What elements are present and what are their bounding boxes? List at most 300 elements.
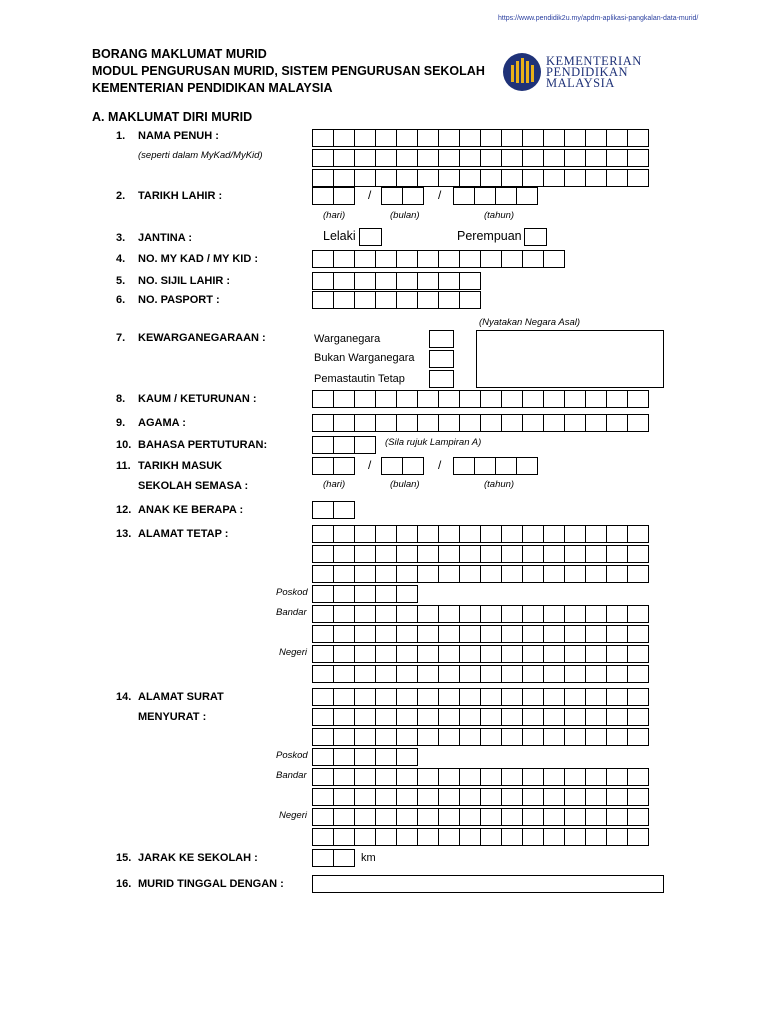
char-cell[interactable] xyxy=(453,187,475,205)
char-cell[interactable] xyxy=(312,808,334,826)
char-cell[interactable] xyxy=(396,625,418,643)
char-cell[interactable] xyxy=(480,250,502,268)
char-cell[interactable] xyxy=(459,129,481,147)
char-cell[interactable] xyxy=(354,390,376,408)
char-cell[interactable] xyxy=(606,625,628,643)
char-cell[interactable] xyxy=(333,708,355,726)
char-cell[interactable] xyxy=(375,291,397,309)
entry-day-input[interactable] xyxy=(312,457,355,475)
char-cell[interactable] xyxy=(333,457,355,475)
char-cell[interactable] xyxy=(312,436,334,454)
char-cell[interactable] xyxy=(627,545,649,563)
char-cell[interactable] xyxy=(585,808,607,826)
char-cell[interactable] xyxy=(522,565,544,583)
char-cell[interactable] xyxy=(438,728,460,746)
char-cell[interactable] xyxy=(354,291,376,309)
char-cell[interactable] xyxy=(333,849,355,867)
char-cell[interactable] xyxy=(564,525,586,543)
char-cell[interactable] xyxy=(606,665,628,683)
char-cell[interactable] xyxy=(501,414,523,432)
char-cell[interactable] xyxy=(333,169,355,187)
char-cell[interactable] xyxy=(627,828,649,846)
char-cell[interactable] xyxy=(417,645,439,663)
char-cell[interactable] xyxy=(480,728,502,746)
char-cell[interactable] xyxy=(459,828,481,846)
char-cell[interactable] xyxy=(627,169,649,187)
char-cell[interactable] xyxy=(627,129,649,147)
char-cell[interactable] xyxy=(480,545,502,563)
char-cell[interactable] xyxy=(417,390,439,408)
char-cell[interactable] xyxy=(312,457,334,475)
char-cell[interactable] xyxy=(522,414,544,432)
char-cell[interactable] xyxy=(480,129,502,147)
mailing-address-row-3[interactable] xyxy=(312,728,649,746)
char-cell[interactable] xyxy=(627,728,649,746)
char-cell[interactable] xyxy=(564,565,586,583)
char-cell[interactable] xyxy=(501,728,523,746)
char-cell[interactable] xyxy=(438,625,460,643)
char-cell[interactable] xyxy=(495,457,517,475)
non-citizen-checkbox[interactable] xyxy=(429,350,454,368)
permanent-address-row-2[interactable] xyxy=(312,545,649,563)
char-cell[interactable] xyxy=(501,665,523,683)
char-cell[interactable] xyxy=(417,768,439,786)
char-cell[interactable] xyxy=(459,728,481,746)
char-cell[interactable] xyxy=(333,788,355,806)
char-cell[interactable] xyxy=(312,525,334,543)
char-cell[interactable] xyxy=(354,708,376,726)
char-cell[interactable] xyxy=(396,129,418,147)
char-cell[interactable] xyxy=(480,808,502,826)
char-cell[interactable] xyxy=(522,525,544,543)
race-input[interactable] xyxy=(312,390,649,408)
char-cell[interactable] xyxy=(522,768,544,786)
religion-input[interactable] xyxy=(312,414,649,432)
char-cell[interactable] xyxy=(438,414,460,432)
char-cell[interactable] xyxy=(417,708,439,726)
char-cell[interactable] xyxy=(354,585,376,603)
char-cell[interactable] xyxy=(375,414,397,432)
char-cell[interactable] xyxy=(312,708,334,726)
char-cell[interactable] xyxy=(606,828,628,846)
char-cell[interactable] xyxy=(396,545,418,563)
char-cell[interactable] xyxy=(585,828,607,846)
char-cell[interactable] xyxy=(381,457,403,475)
char-cell[interactable] xyxy=(438,291,460,309)
char-cell[interactable] xyxy=(543,129,565,147)
char-cell[interactable] xyxy=(564,665,586,683)
char-cell[interactable] xyxy=(480,828,502,846)
char-cell[interactable] xyxy=(375,768,397,786)
char-cell[interactable] xyxy=(543,149,565,167)
char-cell[interactable] xyxy=(396,768,418,786)
char-cell[interactable] xyxy=(501,149,523,167)
char-cell[interactable] xyxy=(333,688,355,706)
char-cell[interactable] xyxy=(417,291,439,309)
char-cell[interactable] xyxy=(417,250,439,268)
char-cell[interactable] xyxy=(459,414,481,432)
name-row-1[interactable] xyxy=(312,129,649,147)
char-cell[interactable] xyxy=(606,728,628,746)
char-cell[interactable] xyxy=(501,390,523,408)
char-cell[interactable] xyxy=(333,728,355,746)
char-cell[interactable] xyxy=(417,625,439,643)
char-cell[interactable] xyxy=(396,390,418,408)
char-cell[interactable] xyxy=(333,390,355,408)
char-cell[interactable] xyxy=(564,828,586,846)
char-cell[interactable] xyxy=(474,187,496,205)
char-cell[interactable] xyxy=(312,688,334,706)
char-cell[interactable] xyxy=(312,187,334,205)
char-cell[interactable] xyxy=(375,250,397,268)
char-cell[interactable] xyxy=(375,129,397,147)
char-cell[interactable] xyxy=(438,149,460,167)
char-cell[interactable] xyxy=(522,149,544,167)
birth-month-input[interactable] xyxy=(381,187,424,205)
char-cell[interactable] xyxy=(396,250,418,268)
mailing-city-row-1[interactable] xyxy=(312,768,649,786)
char-cell[interactable] xyxy=(354,545,376,563)
char-cell[interactable] xyxy=(333,272,355,290)
char-cell[interactable] xyxy=(564,688,586,706)
char-cell[interactable] xyxy=(522,390,544,408)
char-cell[interactable] xyxy=(312,728,334,746)
char-cell[interactable] xyxy=(375,625,397,643)
char-cell[interactable] xyxy=(564,545,586,563)
language-input[interactable] xyxy=(312,436,376,454)
char-cell[interactable] xyxy=(438,768,460,786)
char-cell[interactable] xyxy=(585,605,607,623)
char-cell[interactable] xyxy=(375,272,397,290)
char-cell[interactable] xyxy=(375,149,397,167)
char-cell[interactable] xyxy=(564,788,586,806)
char-cell[interactable] xyxy=(333,525,355,543)
char-cell[interactable] xyxy=(354,625,376,643)
char-cell[interactable] xyxy=(312,149,334,167)
char-cell[interactable] xyxy=(564,625,586,643)
char-cell[interactable] xyxy=(354,728,376,746)
char-cell[interactable] xyxy=(522,169,544,187)
char-cell[interactable] xyxy=(312,545,334,563)
char-cell[interactable] xyxy=(627,565,649,583)
char-cell[interactable] xyxy=(354,414,376,432)
char-cell[interactable] xyxy=(312,665,334,683)
char-cell[interactable] xyxy=(333,768,355,786)
gender-male-checkbox[interactable] xyxy=(359,228,382,246)
char-cell[interactable] xyxy=(333,291,355,309)
char-cell[interactable] xyxy=(417,788,439,806)
char-cell[interactable] xyxy=(312,390,334,408)
char-cell[interactable] xyxy=(354,688,376,706)
char-cell[interactable] xyxy=(501,250,523,268)
char-cell[interactable] xyxy=(438,272,460,290)
char-cell[interactable] xyxy=(501,169,523,187)
char-cell[interactable] xyxy=(375,605,397,623)
char-cell[interactable] xyxy=(333,645,355,663)
mailing-state-row-2[interactable] xyxy=(312,828,649,846)
char-cell[interactable] xyxy=(501,129,523,147)
char-cell[interactable] xyxy=(438,525,460,543)
char-cell[interactable] xyxy=(627,665,649,683)
gender-female-checkbox[interactable] xyxy=(524,228,547,246)
char-cell[interactable] xyxy=(459,625,481,643)
char-cell[interactable] xyxy=(480,169,502,187)
char-cell[interactable] xyxy=(438,129,460,147)
mailing-address-row-2[interactable] xyxy=(312,708,649,726)
char-cell[interactable] xyxy=(312,291,334,309)
char-cell[interactable] xyxy=(564,808,586,826)
passport-input[interactable] xyxy=(312,291,481,309)
char-cell[interactable] xyxy=(501,525,523,543)
char-cell[interactable] xyxy=(459,149,481,167)
char-cell[interactable] xyxy=(354,605,376,623)
char-cell[interactable] xyxy=(312,169,334,187)
char-cell[interactable] xyxy=(354,129,376,147)
char-cell[interactable] xyxy=(375,665,397,683)
char-cell[interactable] xyxy=(543,169,565,187)
char-cell[interactable] xyxy=(459,525,481,543)
char-cell[interactable] xyxy=(381,187,403,205)
char-cell[interactable] xyxy=(522,645,544,663)
char-cell[interactable] xyxy=(417,169,439,187)
char-cell[interactable] xyxy=(480,525,502,543)
char-cell[interactable] xyxy=(402,187,424,205)
char-cell[interactable] xyxy=(438,828,460,846)
char-cell[interactable] xyxy=(627,525,649,543)
char-cell[interactable] xyxy=(375,788,397,806)
char-cell[interactable] xyxy=(375,708,397,726)
char-cell[interactable] xyxy=(543,708,565,726)
char-cell[interactable] xyxy=(396,414,418,432)
char-cell[interactable] xyxy=(354,808,376,826)
char-cell[interactable] xyxy=(396,565,418,583)
char-cell[interactable] xyxy=(333,828,355,846)
char-cell[interactable] xyxy=(627,149,649,167)
char-cell[interactable] xyxy=(585,545,607,563)
char-cell[interactable] xyxy=(585,625,607,643)
source-url[interactable]: https://www.pendidik2u.my/apdm-aplikasi-pangkalan-data-murid/ xyxy=(498,15,699,22)
char-cell[interactable] xyxy=(459,169,481,187)
char-cell[interactable] xyxy=(396,169,418,187)
char-cell[interactable] xyxy=(480,390,502,408)
char-cell[interactable] xyxy=(453,457,475,475)
char-cell[interactable] xyxy=(459,545,481,563)
char-cell[interactable] xyxy=(627,390,649,408)
char-cell[interactable] xyxy=(606,149,628,167)
char-cell[interactable] xyxy=(585,688,607,706)
char-cell[interactable] xyxy=(564,728,586,746)
char-cell[interactable] xyxy=(543,250,565,268)
char-cell[interactable] xyxy=(438,545,460,563)
char-cell[interactable] xyxy=(606,768,628,786)
char-cell[interactable] xyxy=(312,748,334,766)
char-cell[interactable] xyxy=(333,250,355,268)
char-cell[interactable] xyxy=(417,605,439,623)
char-cell[interactable] xyxy=(585,169,607,187)
char-cell[interactable] xyxy=(501,545,523,563)
char-cell[interactable] xyxy=(438,565,460,583)
char-cell[interactable] xyxy=(438,390,460,408)
char-cell[interactable] xyxy=(354,788,376,806)
name-row-3[interactable] xyxy=(312,169,649,187)
permanent-resident-checkbox[interactable] xyxy=(429,370,454,388)
char-cell[interactable] xyxy=(417,808,439,826)
char-cell[interactable] xyxy=(402,457,424,475)
char-cell[interactable] xyxy=(474,457,496,475)
char-cell[interactable] xyxy=(396,688,418,706)
char-cell[interactable] xyxy=(585,129,607,147)
birth-cert-input[interactable] xyxy=(312,272,481,290)
char-cell[interactable] xyxy=(480,768,502,786)
char-cell[interactable] xyxy=(627,645,649,663)
char-cell[interactable] xyxy=(480,708,502,726)
char-cell[interactable] xyxy=(312,788,334,806)
char-cell[interactable] xyxy=(354,828,376,846)
char-cell[interactable] xyxy=(543,768,565,786)
char-cell[interactable] xyxy=(417,828,439,846)
char-cell[interactable] xyxy=(333,436,355,454)
entry-year-input[interactable] xyxy=(453,457,538,475)
char-cell[interactable] xyxy=(417,688,439,706)
char-cell[interactable] xyxy=(585,149,607,167)
char-cell[interactable] xyxy=(585,645,607,663)
char-cell[interactable] xyxy=(438,169,460,187)
char-cell[interactable] xyxy=(396,708,418,726)
char-cell[interactable] xyxy=(396,525,418,543)
distance-input[interactable] xyxy=(312,849,355,867)
lives-with-input[interactable] xyxy=(312,875,664,893)
birth-year-input[interactable] xyxy=(453,187,538,205)
char-cell[interactable] xyxy=(375,748,397,766)
mailing-address-row-1[interactable] xyxy=(312,688,649,706)
char-cell[interactable] xyxy=(543,665,565,683)
char-cell[interactable] xyxy=(354,565,376,583)
char-cell[interactable] xyxy=(417,149,439,167)
char-cell[interactable] xyxy=(543,414,565,432)
char-cell[interactable] xyxy=(459,291,481,309)
char-cell[interactable] xyxy=(480,625,502,643)
char-cell[interactable] xyxy=(417,728,439,746)
permanent-state-row-1[interactable] xyxy=(312,645,649,663)
char-cell[interactable] xyxy=(516,457,538,475)
permanent-city-row-1[interactable] xyxy=(312,605,649,623)
char-cell[interactable] xyxy=(480,788,502,806)
char-cell[interactable] xyxy=(333,748,355,766)
char-cell[interactable] xyxy=(438,645,460,663)
char-cell[interactable] xyxy=(522,728,544,746)
char-cell[interactable] xyxy=(438,688,460,706)
char-cell[interactable] xyxy=(585,414,607,432)
permanent-address-row-1[interactable] xyxy=(312,525,649,543)
char-cell[interactable] xyxy=(522,605,544,623)
char-cell[interactable] xyxy=(543,605,565,623)
char-cell[interactable] xyxy=(312,565,334,583)
char-cell[interactable] xyxy=(396,645,418,663)
char-cell[interactable] xyxy=(501,605,523,623)
char-cell[interactable] xyxy=(354,272,376,290)
char-cell[interactable] xyxy=(375,688,397,706)
char-cell[interactable] xyxy=(543,728,565,746)
char-cell[interactable] xyxy=(627,688,649,706)
char-cell[interactable] xyxy=(312,414,334,432)
char-cell[interactable] xyxy=(564,645,586,663)
char-cell[interactable] xyxy=(312,501,334,519)
char-cell[interactable] xyxy=(606,808,628,826)
char-cell[interactable] xyxy=(480,665,502,683)
char-cell[interactable] xyxy=(333,149,355,167)
char-cell[interactable] xyxy=(480,149,502,167)
char-cell[interactable] xyxy=(354,768,376,786)
char-cell[interactable] xyxy=(396,585,418,603)
char-cell[interactable] xyxy=(627,788,649,806)
char-cell[interactable] xyxy=(312,625,334,643)
char-cell[interactable] xyxy=(312,828,334,846)
char-cell[interactable] xyxy=(459,808,481,826)
char-cell[interactable] xyxy=(627,768,649,786)
char-cell[interactable] xyxy=(522,250,544,268)
char-cell[interactable] xyxy=(375,828,397,846)
char-cell[interactable] xyxy=(543,390,565,408)
char-cell[interactable] xyxy=(375,728,397,746)
char-cell[interactable] xyxy=(480,688,502,706)
char-cell[interactable] xyxy=(522,625,544,643)
char-cell[interactable] xyxy=(417,272,439,290)
char-cell[interactable] xyxy=(522,788,544,806)
char-cell[interactable] xyxy=(522,828,544,846)
char-cell[interactable] xyxy=(606,645,628,663)
char-cell[interactable] xyxy=(417,545,439,563)
char-cell[interactable] xyxy=(543,788,565,806)
char-cell[interactable] xyxy=(501,565,523,583)
char-cell[interactable] xyxy=(438,250,460,268)
char-cell[interactable] xyxy=(606,129,628,147)
char-cell[interactable] xyxy=(354,169,376,187)
char-cell[interactable] xyxy=(375,545,397,563)
permanent-city-row-2[interactable] xyxy=(312,625,649,643)
char-cell[interactable] xyxy=(312,129,334,147)
char-cell[interactable] xyxy=(375,525,397,543)
char-cell[interactable] xyxy=(333,129,355,147)
char-cell[interactable] xyxy=(543,565,565,583)
char-cell[interactable] xyxy=(543,645,565,663)
char-cell[interactable] xyxy=(417,129,439,147)
char-cell[interactable] xyxy=(564,768,586,786)
char-cell[interactable] xyxy=(438,605,460,623)
char-cell[interactable] xyxy=(606,525,628,543)
char-cell[interactable] xyxy=(627,414,649,432)
char-cell[interactable] xyxy=(606,390,628,408)
char-cell[interactable] xyxy=(627,808,649,826)
char-cell[interactable] xyxy=(333,665,355,683)
char-cell[interactable] xyxy=(564,390,586,408)
char-cell[interactable] xyxy=(417,525,439,543)
citizen-checkbox[interactable] xyxy=(429,330,454,348)
char-cell[interactable] xyxy=(606,788,628,806)
char-cell[interactable] xyxy=(585,768,607,786)
char-cell[interactable] xyxy=(459,605,481,623)
char-cell[interactable] xyxy=(459,768,481,786)
char-cell[interactable] xyxy=(333,501,355,519)
char-cell[interactable] xyxy=(312,250,334,268)
char-cell[interactable] xyxy=(375,390,397,408)
char-cell[interactable] xyxy=(585,788,607,806)
char-cell[interactable] xyxy=(522,129,544,147)
char-cell[interactable] xyxy=(606,708,628,726)
char-cell[interactable] xyxy=(627,625,649,643)
char-cell[interactable] xyxy=(459,645,481,663)
char-cell[interactable] xyxy=(606,414,628,432)
char-cell[interactable] xyxy=(585,525,607,543)
